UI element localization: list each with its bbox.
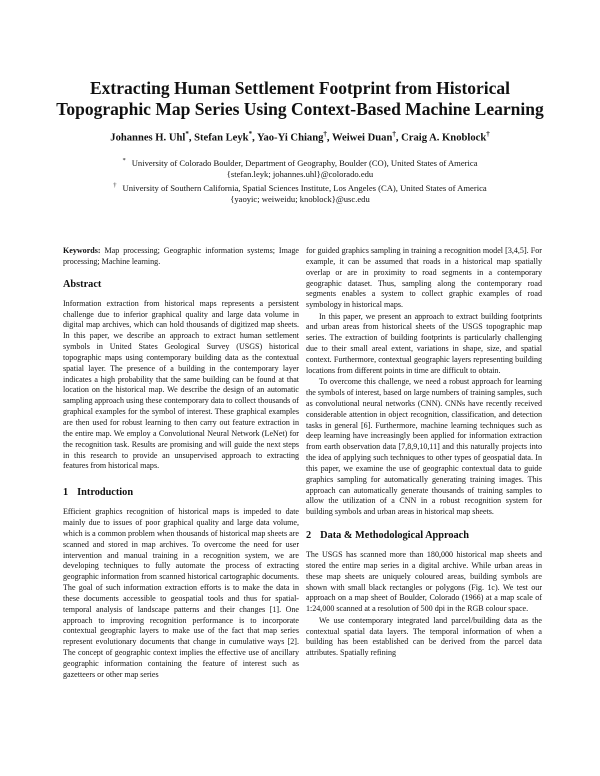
section-1-paragraph-1: Efficient graphics recognition of historical maps is impeded to date mainly due to issues of poor graphical quality and large data volume, which is a common problem when thousands of historical map sheets are scanned and stored in map archives. To overcome the need for user intervention and manual training in a recognition system, we are developing techniques to fully automate the process of extracting geographic information from scanned historical cartographic documents. The goal of such information extraction efforts is to make the data in these documents accessible to geospatial tools and thus for spatial-temporal analysis of landscape patterns and their changes [1]. One approach to improving recognition performance is to incorporate contextual geographic layers to make use of the fact that map series represent evolutionary documents that change in cumulative ways [2]. The concept of geographic context implies the effective use of ancillary geographic information containing the feature of interest such as gazetteers or other map series (63, 507, 299, 679)
section-1-paragraph-3: In this paper, we present an approach to extract building footprints and urban areas from historical sheets of the USGS topographic map series. The extraction of building footprints is particularly challenging due to their small areal extent, variations in shape, size, and spatial context. Furthermore, contextual geographic layers representing building locations from different points in time are difficult to obtain. (306, 311, 542, 375)
section-1-paragraph-2: for guided graphics sampling in training a recognition model [3,4,5]. For example, it can be assumed that roads in a historical map spatially overlap or are in proximity to road segments in a contemporary geographic dataset. Thus, sampling along the contemporary road segments enables a system to collect graphic examples of road symbology in historical maps. (306, 246, 542, 310)
author-mark: * (248, 130, 253, 138)
author-name: Yao-Yi Chiang (256, 132, 324, 144)
abstract-heading: Abstract (63, 278, 102, 290)
section-2-paragraph-2: We use contemporary integrated land parcel/building data as the contextual spatial data layers. The temporal information of when a building has been established can be derived from the parcel data attributes. Spatially refining (306, 615, 542, 658)
affiliation-text: University of Colorado Boulder, Department of Geography, Boulder (CO), United States of America (131, 157, 478, 168)
keywords (63, 246, 299, 268)
section-number: 2 (306, 530, 312, 542)
author-name: Johannes H. Uhl (110, 132, 186, 144)
affiliation-1 (60, 155, 540, 180)
affiliation-emails: {stefan.leyk; johannes.uhl}@colorado.edu (226, 169, 374, 180)
affiliation-mark: * (122, 157, 126, 164)
right-column (306, 246, 542, 659)
abstract-text: Information extraction from historical maps represents a persistent challenge due to inferior graphical quality and large data volume in digital map archives, which can hold thousands of digitized map sheets. In this paper, we describe an approach to extract human settlement symbols in United States Geological Survey (USGS) historical topographic maps using contemporary building data as the contextual spatial layer. The presence of a building in the contemporary layer indicates a high probability that the same building can be found at that location on the historical map. We describe the design of an automatic sampling approach using these contemporary data to collect thousands of graphical examples for the symbol of interest. These graphical examples are then used for robust learning to then carry out feature extraction in the entire map. We employ a Convolutional Neural Network (LeNet) for the recognition task. Results are promising and will guide the next steps in this research to provide an unsupervised approach to extracting features from historical maps. (63, 298, 299, 471)
author-list: Johannes H. Uhl*, Stefan Leyk*, Yao-Yi Chiang†, Weiwei Duan†, Craig A. Knoblock† (110, 130, 490, 144)
title-line-1: Extracting Human Settlement Footprint from Historical (89, 78, 511, 98)
affiliation-mark: † (113, 182, 117, 189)
section-1-paragraph-4: To overcome this challenge, we need a robust approach for learning the symbols of interest, based on large numbers of training samples, such as convolutional neural networks (CNN). CNNs have recently received considerable attention in object recognition, classification, and detection tasks in general [6]. Furthermore, machine learning techniques such as deep learning have increasingly been applied for information extraction from earth observation data [7,8,9,10,11] and this naturally projects into the idea of applying such techniques to other types of geospatial data. In this paper, we examine the use of geographic contextual data to guide graphics sampling for automatically generating training images. This approach can automatically generate thousands of training samples to allow the utilization of a CNN in a robust recognition system for building symbols and urban areas in historical map sheets. (306, 377, 542, 517)
author-name: Stefan Leyk (194, 132, 249, 144)
author-mark: * (185, 130, 189, 138)
section-1-heading (63, 486, 299, 499)
section-number: 1 (63, 487, 69, 499)
paper-title (40, 78, 560, 120)
section-title: Data & Methodological Approach (320, 530, 469, 542)
section-title: Introduction (77, 487, 134, 499)
keywords-text: Map processing; Geographic information systems; Image processing; Machine learning. (63, 246, 300, 266)
author-mark: † (323, 130, 327, 138)
title-line-2: Topographic Map Series Using Context-Based Machine Learning (56, 99, 544, 119)
affiliation-2 (60, 180, 540, 205)
author-mark: † (486, 130, 490, 138)
section-2-paragraph-1: The USGS has scanned more than 180,000 historical map sheets and stored the entire map series in a digital archive. While urban areas in these map sheets are uniquely coloured areas, building symbols are shown with small black rectangles or polygons (Fig. 1c). We test our approach on a map sheet of Boulder, Colorado (1966) at a map scale of 1:24,000 scanned at a resolution of 500 dpi in the RGB colour space. (306, 550, 542, 614)
affiliation-emails: {yaoyic; weiweidu; knoblock}@usc.edu (230, 194, 370, 205)
section-2-heading (306, 529, 542, 542)
keywords-label: Keywords: (63, 246, 101, 255)
author-name: Weiwei Duan (332, 132, 393, 144)
affiliation-text: University of Southern California, Spatial Sciences Institute, Los Angeles (CA), United States of America (122, 182, 487, 193)
author-name: Craig A. Knoblock (401, 132, 487, 144)
left-column (63, 246, 299, 681)
author-mark: † (392, 130, 396, 138)
